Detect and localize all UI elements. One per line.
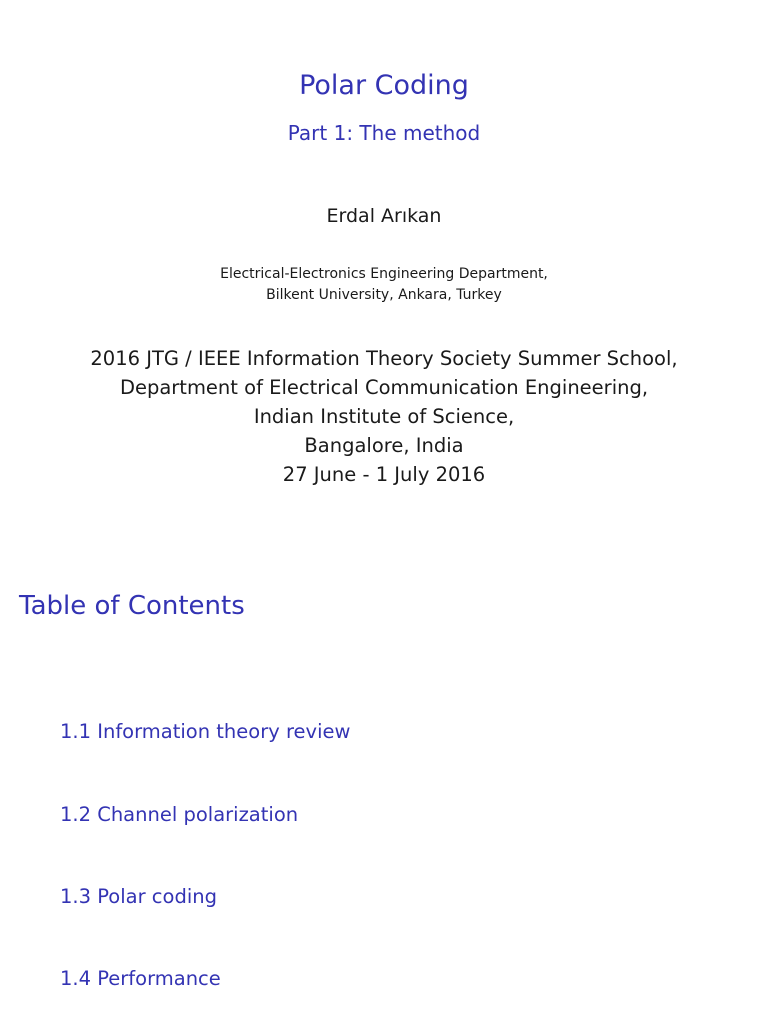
toc-item-channel-polarization[interactable]: 1.2 Channel polarization — [60, 803, 299, 826]
toc-item-performance[interactable]: 1.4 Performance — [60, 967, 221, 990]
event-date: 27 June - 1 July 2016 — [282, 463, 486, 486]
event-info — [0, 344, 768, 489]
affiliation-line: Bilkent University, Ankara, Turkey — [266, 287, 502, 303]
author-name: Erdal Arıkan — [326, 205, 442, 227]
toc-item-polar-coding[interactable]: 1.3 Polar coding — [60, 885, 217, 908]
event-line: Bangalore, India — [304, 434, 464, 457]
toc-heading: Table of Contents — [19, 591, 245, 621]
presentation-subtitle: Part 1: The method — [287, 121, 481, 145]
event-line: 2016 JTG / IEEE Information Theory Society Summer School, — [90, 347, 678, 370]
event-line: Indian Institute of Science, — [253, 405, 515, 428]
toc-item-information-theory-review[interactable]: 1.1 Information theory review — [60, 720, 351, 743]
presentation-title: Polar Coding — [299, 70, 469, 101]
event-line: Department of Electrical Communication Engineering, — [119, 376, 649, 399]
author-affiliation — [0, 264, 768, 306]
affiliation-line: Electrical-Electronics Engineering Department, — [220, 266, 548, 282]
